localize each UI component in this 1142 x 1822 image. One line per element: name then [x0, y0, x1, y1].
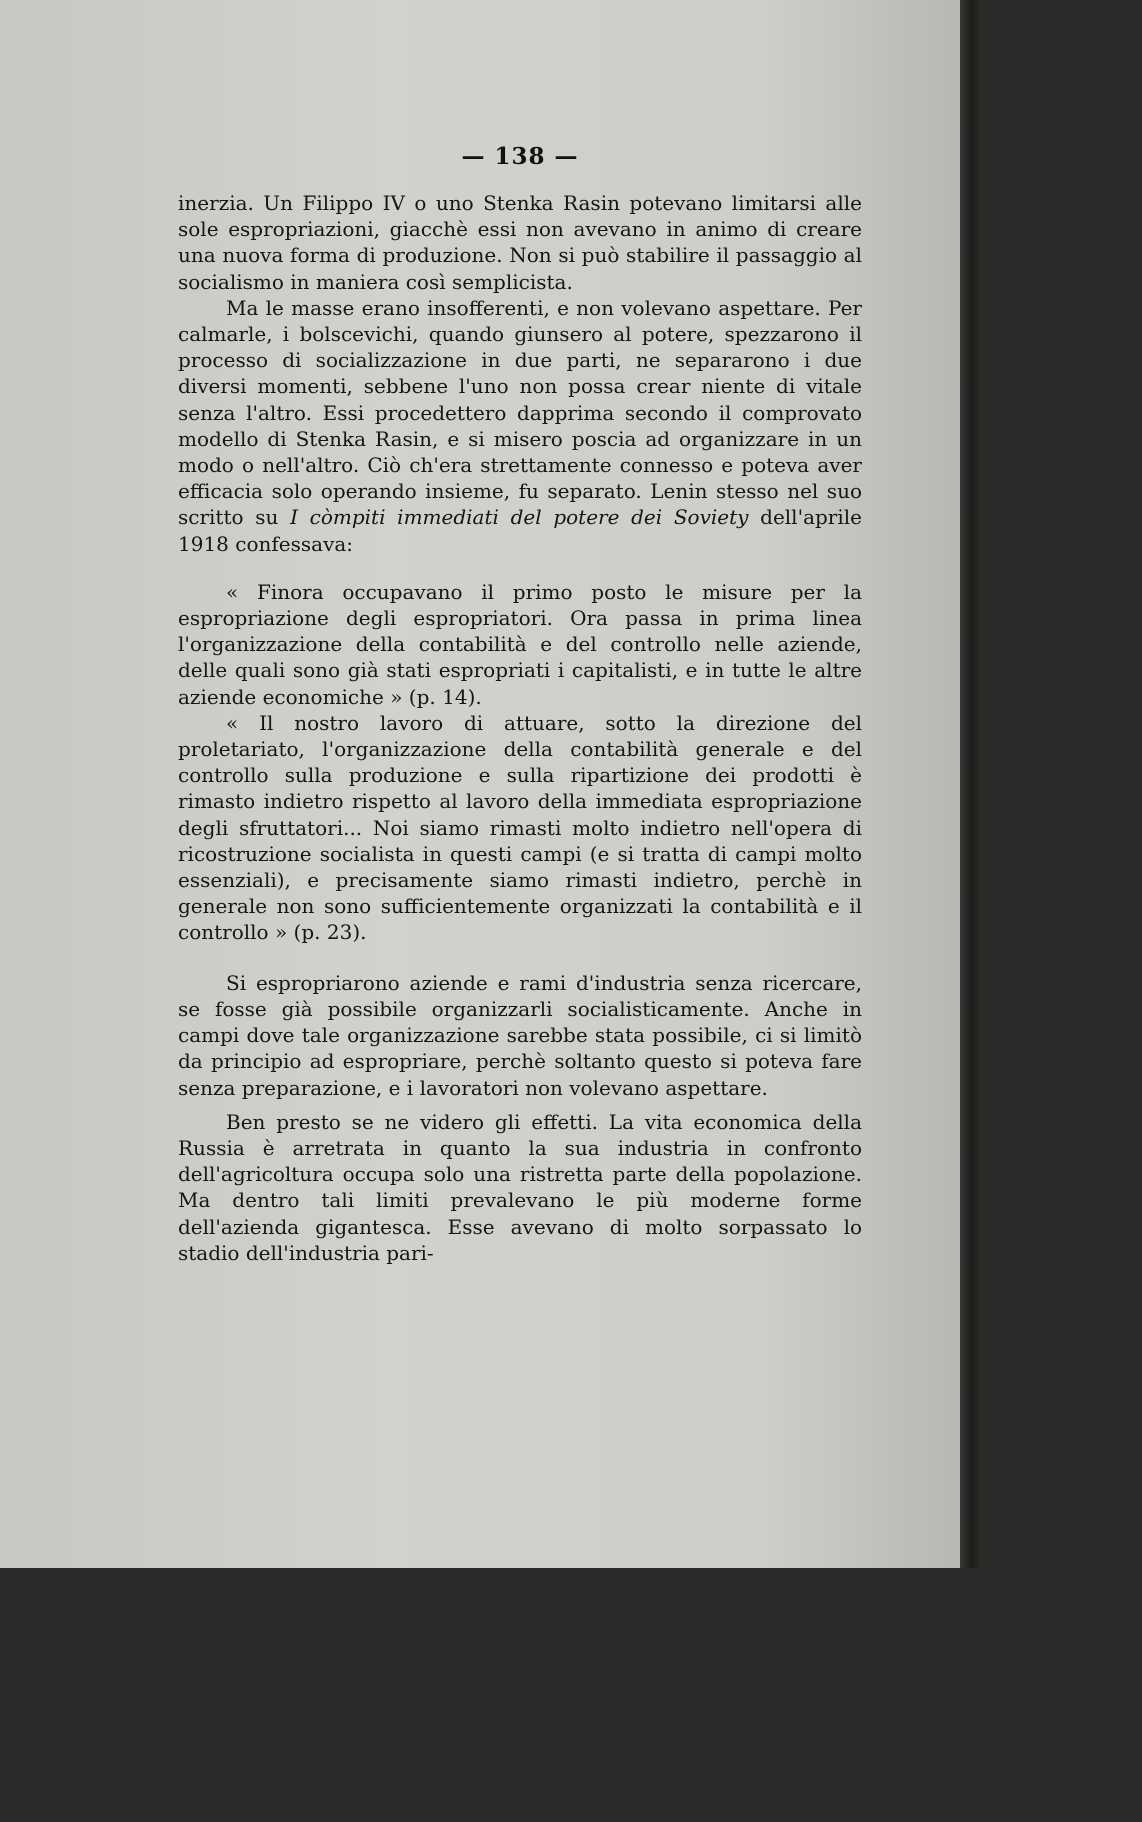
page-number: — 138 — — [461, 143, 579, 170]
paragraph-masses-end: dell'aprile 1918 confessava: — [178, 505, 862, 556]
paragraph-continuation: inerzia. Un Filippo IV o uno Stenka Rasin potevano limitarsi alle sole espropriazioni, giacchè essi non avevano in animo di creare una nuova forma di produzione. Non si può stabilire il passaggio al socialismo in maniera così semplicista. — [178, 191, 862, 294]
paragraph-masses-text: Ma le masse erano insofferenti, e non volevano aspettare. Per calmarle, i bolscevichi, quando giunsero al potere, spezzarono il processo di socializzazione in due parti, ne separarono i due diversi momenti, sebbene l'uno non possa crear niente di vitale senza l'altro. Essi procedettero dapprima secondo il comprovato modello di Stenka Rasin, e si misero poscia ad organizzare in un modo o nell'altro. Ciò ch'era strettamente connesso e poteva aver efficacia solo operando insieme, fu separato. Lenin stesso nel suo scritto su — [178, 295, 862, 530]
paragraph-expropriation: Si espropriarono aziende e rami d'industria senza ricercare, se fosse già possibile organizzarli socialisticamente. Anche in campi dove tale organizzazione sarebbe stata possibile, ci si limitò da principio ad espropriare, perchè soltanto questo si poteva fare senza preparazione, e i lavoratori non volevano aspettare. — [178, 970, 862, 1100]
quote-first: « Finora occupavano il primo posto le misure per la espropriazione degli espropriatori. Ora passa in prima linea l'organizzazione della contabilità e del controllo nelle aziende, delle quali sono già stati espropriati i capitalisti, e in tutte le altre aziende economiche » (p. 14). — [178, 579, 862, 709]
paragraph-effects: Ben presto se ne videro gli effetti. La vita economica della Russia è arretrata in quanto la sua industria in confronto dell'agricoltura occupa solo una ristretta parte della popolazione. Ma dentro tali limiti prevalevano le più moderne forme dell'azienda gigantesca. Esse avevano di molto sorpassato lo stadio dell'industria pari- — [178, 1109, 862, 1265]
quote-second: « Il nostro lavoro di attuare, sotto la direzione del proletariato, l'organizzazione della contabilità generale e del controllo sulla produzione e sulla ripartizione dei prodotti è rimasto indietro rispetto al lavoro della immediata espropriazione degli sfruttatori... Noi siamo rimasti molto indietro nell'opera di ricostruzione socialista in questi campi (e si tratta di campi molto essenziali), e precisamente siamo rimasti indietro, perchè in generale non sono sufficientemente organizzati la contabilità e il controllo » (p. 23). — [178, 710, 862, 945]
work-title: I còmpiti immediati del potere dei Soviety — [290, 505, 749, 530]
book-spine-edge — [960, 0, 983, 1568]
body-text — [178, 190, 862, 1266]
paragraph-masses — [178, 295, 862, 557]
